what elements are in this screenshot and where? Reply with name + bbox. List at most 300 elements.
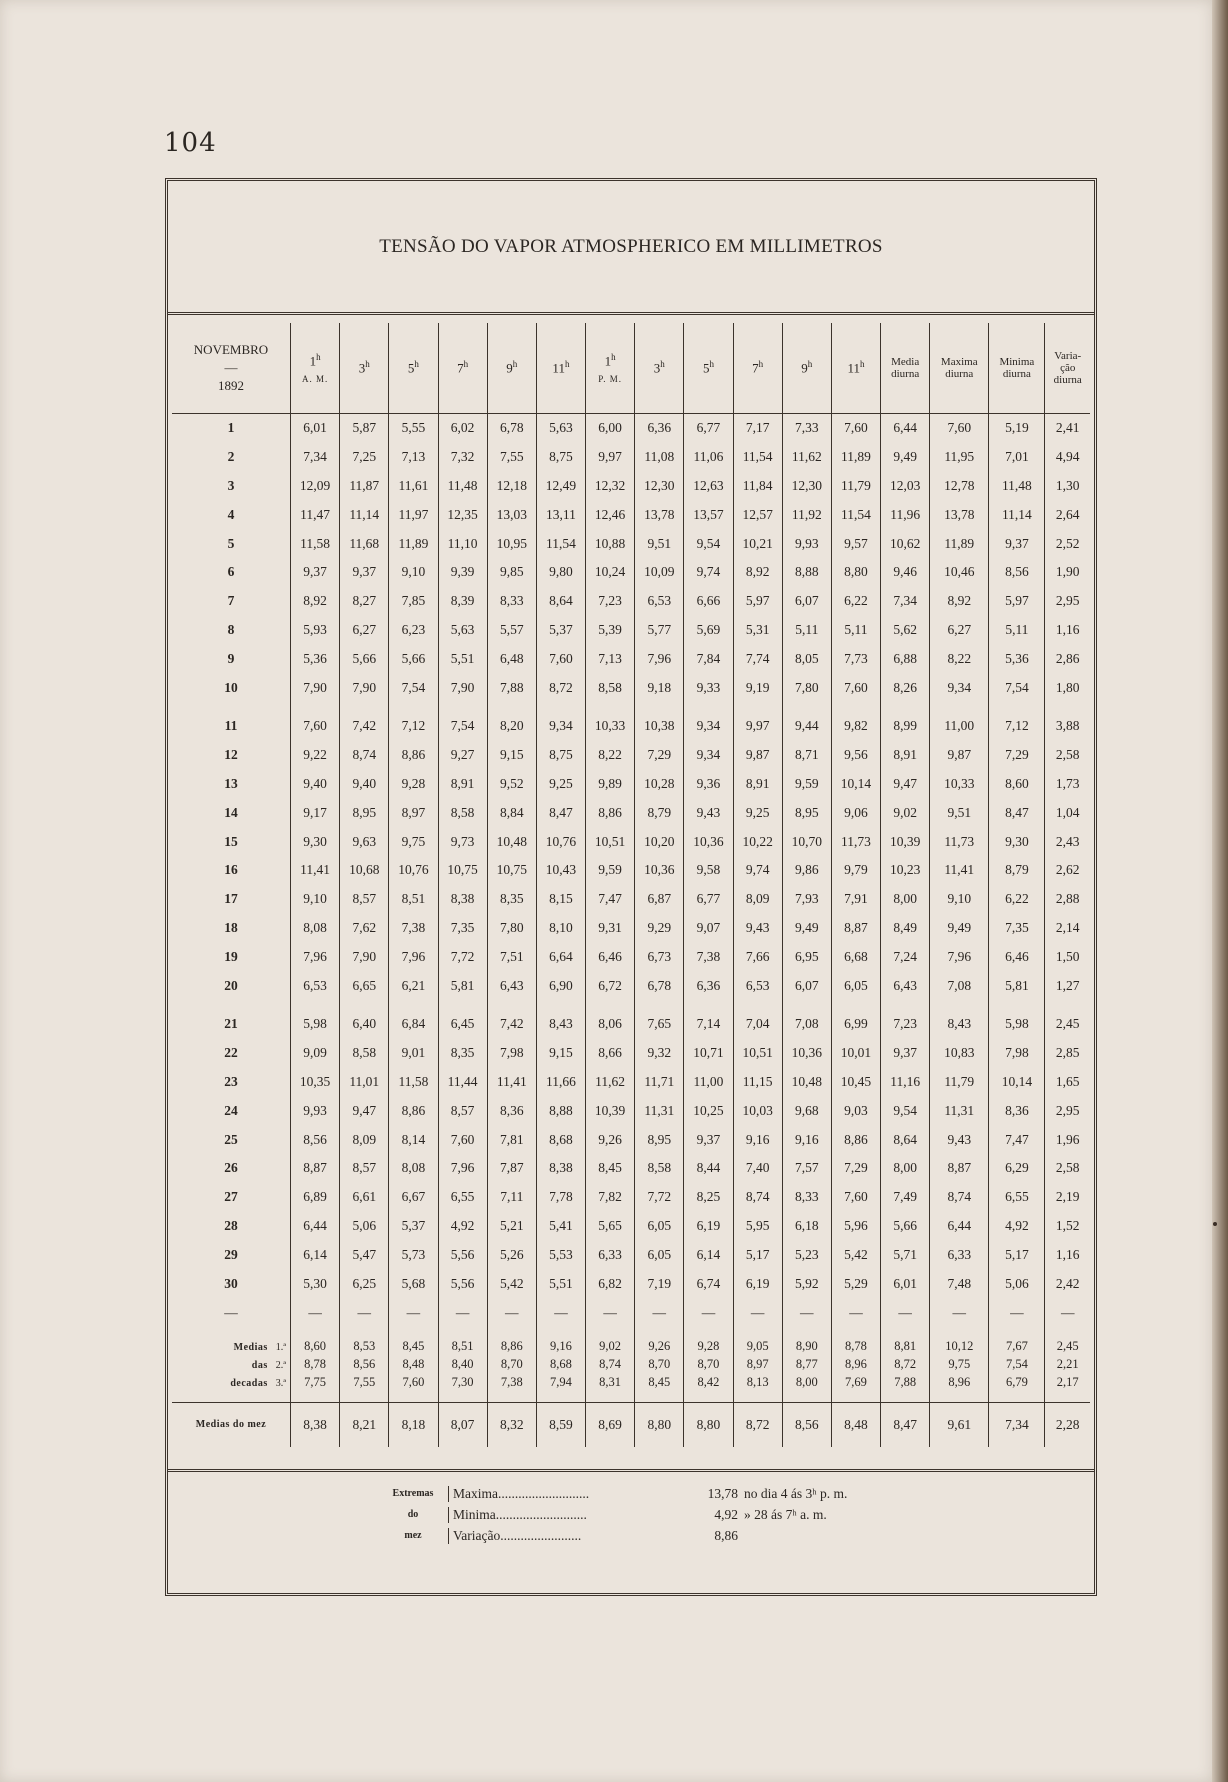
- value-cell: 6,14: [684, 1240, 733, 1269]
- value-cell: 7,40: [733, 1154, 782, 1183]
- value-cell: 7,04: [733, 1010, 782, 1039]
- value-cell: 6,77: [684, 414, 733, 443]
- value-cell: 7,29: [831, 1154, 880, 1183]
- table-row: [172, 558, 1090, 587]
- value-cell: 7,73: [831, 644, 880, 673]
- value-cell: 8,64: [881, 1125, 930, 1154]
- table-row: [172, 914, 1090, 943]
- value-cell: 9,02: [881, 798, 930, 827]
- value-cell: 8,68: [536, 1125, 585, 1154]
- value-cell: 6,21: [389, 971, 438, 1000]
- day-cell: 14: [224, 804, 238, 820]
- value-cell: 8,58: [438, 798, 487, 827]
- value-cell: 2,95: [1045, 587, 1090, 616]
- value-cell: 12,46: [586, 500, 635, 529]
- gap-cell: [989, 1392, 1045, 1403]
- value-cell: 7,60: [831, 1183, 880, 1212]
- decade-mean-label: [172, 1356, 291, 1374]
- value-cell: 12,09: [291, 472, 340, 501]
- dash-cell: —: [389, 1298, 438, 1328]
- value-cell: 5,21: [487, 1212, 536, 1241]
- value-cell: 5,81: [438, 971, 487, 1000]
- value-cell: 11,54: [831, 500, 880, 529]
- value-cell: 10,39: [586, 1096, 635, 1125]
- dash-cell: —: [989, 1298, 1045, 1328]
- value-cell: 7,29: [989, 741, 1045, 770]
- value-cell: 8,51: [389, 885, 438, 914]
- table-row: [172, 1240, 1090, 1269]
- value-cell: 5,06: [989, 1269, 1045, 1298]
- value-cell: 7,60: [930, 414, 989, 443]
- value-cell: 13,57: [684, 500, 733, 529]
- value-cell: 7,81: [487, 1125, 536, 1154]
- value-cell: 8,79: [989, 856, 1045, 885]
- gap-cell: [536, 1000, 585, 1010]
- gap-cell: [782, 1000, 831, 1010]
- value-cell: 6,33: [930, 1240, 989, 1269]
- value-cell: 11,06: [684, 443, 733, 472]
- value-cell: 8,56: [291, 1125, 340, 1154]
- value-cell: 8,99: [881, 712, 930, 741]
- day-cell: 8: [227, 621, 235, 637]
- value-cell: 8,43: [930, 1010, 989, 1039]
- value-cell: 2,58: [1045, 1154, 1090, 1183]
- value-cell: 9,54: [881, 1096, 930, 1125]
- decade-mean-value: 8,86: [487, 1328, 536, 1356]
- value-cell: 5,66: [340, 644, 389, 673]
- value-cell: 8,33: [487, 587, 536, 616]
- gap-cell: [989, 1000, 1045, 1010]
- decade-mean-value: 8,45: [635, 1374, 684, 1392]
- day-cell: 7: [227, 593, 235, 609]
- value-cell: 11,08: [635, 443, 684, 472]
- table-row: [172, 1154, 1090, 1183]
- gap-cell: [291, 702, 340, 712]
- value-cell: 9,31: [586, 914, 635, 943]
- value-cell: 10,76: [389, 856, 438, 885]
- hour-label: 3: [653, 360, 661, 376]
- value-cell: 6,07: [782, 587, 831, 616]
- month-mean-value: 8,32: [487, 1402, 536, 1447]
- value-cell: 11,41: [930, 856, 989, 885]
- value-cell: 11,00: [930, 712, 989, 741]
- hour-column-header: [586, 323, 635, 414]
- value-cell: 9,25: [733, 798, 782, 827]
- value-cell: 9,10: [291, 885, 340, 914]
- value-cell: 5,39: [586, 616, 635, 645]
- value-cell: 1,90: [1045, 558, 1090, 587]
- value-cell: 5,66: [881, 1212, 930, 1241]
- value-cell: 6,99: [831, 1010, 880, 1039]
- value-cell: 9,28: [389, 770, 438, 799]
- value-cell: 10,36: [635, 856, 684, 885]
- value-cell: 6,44: [291, 1212, 340, 1241]
- value-cell: 11,84: [733, 472, 782, 501]
- value-cell: 7,11: [487, 1183, 536, 1212]
- value-cell: 6,53: [733, 971, 782, 1000]
- value-cell: 11,87: [340, 472, 389, 501]
- value-cell: 11,54: [536, 529, 585, 558]
- value-cell: 11,95: [930, 443, 989, 472]
- value-cell: 11,89: [389, 529, 438, 558]
- dash-cell: —: [1045, 1298, 1090, 1328]
- value-cell: 5,98: [291, 1010, 340, 1039]
- value-cell: 5,42: [831, 1240, 880, 1269]
- value-cell: 10,95: [487, 529, 536, 558]
- value-cell: 5,36: [989, 644, 1045, 673]
- value-cell: 1,73: [1045, 770, 1090, 799]
- gap-cell: [930, 1392, 989, 1403]
- value-cell: 7,48: [930, 1269, 989, 1298]
- day-cell: 15: [224, 833, 238, 849]
- value-cell: 9,52: [487, 770, 536, 799]
- value-cell: 2,14: [1045, 914, 1090, 943]
- day-cell: 20: [224, 977, 238, 993]
- hour-column-header: [733, 323, 782, 414]
- value-cell: 8,58: [586, 673, 635, 702]
- decade-mean-value: 8,90: [782, 1328, 831, 1356]
- value-cell: 2,43: [1045, 827, 1090, 856]
- decade-mean-value: 7,69: [831, 1374, 880, 1392]
- table-row: [172, 971, 1090, 1000]
- value-cell: 6,88: [881, 644, 930, 673]
- hour-label: 1: [604, 353, 612, 369]
- value-cell: 8,58: [340, 1039, 389, 1068]
- value-cell: 6,02: [438, 414, 487, 443]
- value-cell: 12,78: [930, 472, 989, 501]
- am-label: A. M.: [301, 373, 329, 384]
- day-cell: 28: [224, 1217, 238, 1233]
- value-cell: 5,56: [438, 1269, 487, 1298]
- gap-cell: [340, 702, 389, 712]
- value-cell: 8,09: [340, 1125, 389, 1154]
- value-cell: 6,25: [340, 1269, 389, 1298]
- value-cell: 9,34: [684, 712, 733, 741]
- value-cell: 9,29: [635, 914, 684, 943]
- table-row: [172, 1010, 1090, 1039]
- value-cell: 8,95: [340, 798, 389, 827]
- value-cell: 5,56: [438, 1240, 487, 1269]
- value-cell: 6,45: [438, 1010, 487, 1039]
- value-cell: 9,47: [340, 1096, 389, 1125]
- value-cell: 8,58: [635, 1154, 684, 1183]
- value-cell: 9,59: [586, 856, 635, 885]
- hour-suffix: h: [564, 359, 570, 370]
- value-cell: 8,57: [340, 1154, 389, 1183]
- day-cell: 22: [224, 1045, 238, 1061]
- decade-mean-value: 9,02: [586, 1328, 635, 1356]
- value-cell: 5,97: [989, 587, 1045, 616]
- value-cell: 8,91: [438, 770, 487, 799]
- dash-cell: —: [635, 1298, 684, 1328]
- extreme-value: 8,86: [714, 1527, 738, 1543]
- value-cell: 10,38: [635, 712, 684, 741]
- hour-label: 1: [309, 353, 317, 369]
- table-row: [172, 1039, 1090, 1068]
- value-cell: 10,01: [831, 1039, 880, 1068]
- extreme-name: Variação........................: [448, 1528, 688, 1544]
- value-cell: 9,49: [881, 443, 930, 472]
- value-cell: 9,97: [733, 712, 782, 741]
- value-cell: 11,79: [831, 472, 880, 501]
- decade-mean-value: 8,42: [684, 1374, 733, 1392]
- value-cell: 12,35: [438, 500, 487, 529]
- hour-suffix: h: [859, 359, 865, 370]
- value-cell: 8,74: [930, 1183, 989, 1212]
- value-cell: 8,57: [438, 1096, 487, 1125]
- gap-cell: [438, 702, 487, 712]
- value-cell: 8,35: [487, 885, 536, 914]
- value-cell: 2,85: [1045, 1039, 1090, 1068]
- value-cell: 8,10: [536, 914, 585, 943]
- value-cell: 6,66: [684, 587, 733, 616]
- value-cell: 8,74: [733, 1183, 782, 1212]
- value-cell: 9,51: [930, 798, 989, 827]
- value-cell: 7,13: [389, 443, 438, 472]
- gap-cell: [635, 702, 684, 712]
- value-cell: 9,16: [782, 1125, 831, 1154]
- value-cell: 2,58: [1045, 741, 1090, 770]
- gap-cell: [1045, 702, 1090, 712]
- month-mean-value: 7,34: [989, 1402, 1045, 1447]
- value-cell: 7,23: [586, 587, 635, 616]
- gap-cell: [930, 702, 989, 712]
- value-cell: 6,89: [291, 1183, 340, 1212]
- value-cell: 6,07: [782, 971, 831, 1000]
- value-cell: 10,33: [586, 712, 635, 741]
- value-cell: 8,15: [536, 885, 585, 914]
- value-cell: 5,51: [536, 1269, 585, 1298]
- value-cell: 7,96: [389, 942, 438, 971]
- value-cell: 7,93: [782, 885, 831, 914]
- month-mean-value: 8,47: [881, 1402, 930, 1447]
- value-cell: 7,49: [881, 1183, 930, 1212]
- value-cell: 5,57: [487, 616, 536, 645]
- gap-cell: [881, 702, 930, 712]
- value-cell: 7,96: [291, 942, 340, 971]
- value-cell: 11,89: [930, 529, 989, 558]
- value-cell: 7,90: [340, 673, 389, 702]
- value-cell: 10,23: [881, 856, 930, 885]
- value-cell: 1,16: [1045, 1240, 1090, 1269]
- variation-header-text: Varia- ção diurna: [1053, 350, 1082, 386]
- decade-mean-value: 8,97: [733, 1356, 782, 1374]
- value-cell: 6,40: [340, 1010, 389, 1039]
- value-cell: 2,95: [1045, 1096, 1090, 1125]
- decade-mean-value: 7,55: [340, 1374, 389, 1392]
- value-cell: 11,89: [831, 443, 880, 472]
- table-row: [172, 472, 1090, 501]
- decade-mean-value: 8,70: [635, 1356, 684, 1374]
- value-cell: 5,30: [291, 1269, 340, 1298]
- gap-cell: [172, 702, 291, 712]
- value-cell: 10,03: [733, 1096, 782, 1125]
- value-cell: 8,47: [989, 798, 1045, 827]
- hour-label: 7: [457, 360, 464, 376]
- decade-mean-value: 8,77: [782, 1356, 831, 1374]
- value-cell: 6,55: [438, 1183, 487, 1212]
- value-cell: 6,44: [881, 414, 930, 443]
- decade-mean-value: 8,74: [586, 1356, 635, 1374]
- value-cell: 7,90: [340, 942, 389, 971]
- value-cell: 10,48: [487, 827, 536, 856]
- value-cell: 9,01: [389, 1039, 438, 1068]
- value-cell: 7,24: [881, 942, 930, 971]
- value-cell: 1,52: [1045, 1212, 1090, 1241]
- gap-cell: [930, 1000, 989, 1010]
- decade-mean-value: 9,16: [536, 1328, 585, 1356]
- decade-label-word: das: [251, 1360, 268, 1372]
- value-cell: 8,66: [586, 1039, 635, 1068]
- value-cell: 10,68: [340, 856, 389, 885]
- gap-cell: [782, 702, 831, 712]
- value-cell: 8,80: [831, 558, 880, 587]
- value-cell: 11,41: [291, 856, 340, 885]
- value-cell: 9,19: [733, 673, 782, 702]
- page-number: 104: [164, 128, 217, 158]
- value-cell: 9,09: [291, 1039, 340, 1068]
- value-cell: 6,61: [340, 1183, 389, 1212]
- value-cell: 9,25: [536, 770, 585, 799]
- day-cell: 30: [224, 1275, 238, 1291]
- value-cell: 5,37: [536, 616, 585, 645]
- decade-mean-value: 2,45: [1045, 1328, 1090, 1356]
- value-cell: 7,96: [930, 942, 989, 971]
- value-cell: 6,90: [536, 971, 585, 1000]
- value-cell: 6,22: [989, 885, 1045, 914]
- extremes-block: [378, 1483, 847, 1546]
- table-title: TENSÃO DO VAPOR ATMOSPHERICO EM MILLIMETROS: [379, 236, 883, 257]
- value-cell: 8,60: [989, 770, 1045, 799]
- extremes-row: [378, 1525, 847, 1546]
- gap-cell: [487, 1392, 536, 1403]
- value-cell: 2,62: [1045, 856, 1090, 885]
- value-cell: 9,87: [930, 741, 989, 770]
- value-cell: 9,46: [881, 558, 930, 587]
- decade-mean-value: 8,70: [487, 1356, 536, 1374]
- day-cell: 1: [227, 420, 235, 436]
- value-cell: 6,43: [487, 971, 536, 1000]
- value-cell: 6,33: [586, 1240, 635, 1269]
- value-cell: 5,11: [989, 616, 1045, 645]
- decade-ordinal: 3.ª: [275, 1378, 286, 1390]
- value-cell: 8,20: [487, 712, 536, 741]
- gap-cell: [340, 1392, 389, 1403]
- value-cell: 8,92: [291, 587, 340, 616]
- value-cell: 7,47: [989, 1125, 1045, 1154]
- hour-column-header: [831, 323, 880, 414]
- value-cell: 9,34: [684, 741, 733, 770]
- value-cell: 11,79: [930, 1068, 989, 1097]
- value-cell: 5,97: [733, 587, 782, 616]
- value-cell: 7,88: [487, 673, 536, 702]
- value-cell: 1,50: [1045, 942, 1090, 971]
- hour-suffix: h: [807, 359, 813, 370]
- gap-cell: [831, 1000, 880, 1010]
- gap-cell: [536, 702, 585, 712]
- value-cell: 10,46: [930, 558, 989, 587]
- value-cell: 9,85: [487, 558, 536, 587]
- value-cell: 5,65: [586, 1212, 635, 1241]
- hour-column-header: [340, 323, 389, 414]
- value-cell: 2,64: [1045, 500, 1090, 529]
- decade-mean-value: 8,60: [291, 1328, 340, 1356]
- value-cell: 11,58: [389, 1068, 438, 1097]
- value-cell: 9,87: [733, 741, 782, 770]
- value-cell: 7,60: [831, 414, 880, 443]
- value-cell: 7,74: [733, 644, 782, 673]
- value-cell: 8,87: [291, 1154, 340, 1183]
- hour-suffix: h: [660, 359, 665, 370]
- value-cell: 7,84: [684, 644, 733, 673]
- value-cell: 9,15: [487, 741, 536, 770]
- value-cell: 8,00: [881, 885, 930, 914]
- value-cell: 9,37: [340, 558, 389, 587]
- day-cell: 9: [227, 650, 235, 666]
- value-cell: 11,41: [487, 1068, 536, 1097]
- min-header: [989, 323, 1045, 414]
- value-cell: 8,09: [733, 885, 782, 914]
- value-cell: 7,98: [989, 1039, 1045, 1068]
- value-cell: 10,14: [989, 1068, 1045, 1097]
- decade-mean-value: 2,17: [1045, 1374, 1090, 1392]
- value-cell: 8,38: [438, 885, 487, 914]
- value-cell: 5,68: [389, 1269, 438, 1298]
- decade-mean-value: 9,26: [635, 1328, 684, 1356]
- value-cell: 7,96: [438, 1154, 487, 1183]
- value-cell: 5,87: [340, 414, 389, 443]
- value-cell: 8,75: [536, 443, 585, 472]
- value-cell: 10,33: [930, 770, 989, 799]
- value-cell: 7,60: [831, 673, 880, 702]
- day-cell: 27: [224, 1189, 238, 1205]
- value-cell: 13,78: [930, 500, 989, 529]
- decade-gap: [172, 1000, 1090, 1010]
- gap-cell: [1045, 1000, 1090, 1010]
- value-cell: 9,18: [635, 673, 684, 702]
- month-mean-value: 8,72: [733, 1402, 782, 1447]
- value-cell: 10,62: [881, 529, 930, 558]
- value-cell: 6,19: [733, 1269, 782, 1298]
- value-cell: 12,30: [635, 472, 684, 501]
- gap-cell: [1045, 1392, 1090, 1403]
- extreme-name: Minima...........................: [448, 1507, 688, 1523]
- value-cell: 6,74: [684, 1269, 733, 1298]
- gap-cell: [881, 1000, 930, 1010]
- value-cell: 8,88: [782, 558, 831, 587]
- value-cell: 8,87: [831, 914, 880, 943]
- value-cell: 2,88: [1045, 885, 1090, 914]
- value-cell: 10,35: [291, 1068, 340, 1097]
- table-row: [172, 1125, 1090, 1154]
- value-cell: 9,80: [536, 558, 585, 587]
- value-cell: 8,86: [389, 1096, 438, 1125]
- value-cell: 6,87: [635, 885, 684, 914]
- value-cell: 9,49: [782, 914, 831, 943]
- value-cell: 9,17: [291, 798, 340, 827]
- value-cell: 9,36: [684, 770, 733, 799]
- value-cell: 7,90: [291, 673, 340, 702]
- value-cell: 5,71: [881, 1240, 930, 1269]
- value-cell: 9,22: [291, 741, 340, 770]
- value-cell: 9,93: [782, 529, 831, 558]
- dash-cell: —: [782, 1298, 831, 1328]
- decade-mean-value: 9,28: [684, 1328, 733, 1356]
- table-row: [172, 770, 1090, 799]
- value-cell: 9,30: [291, 827, 340, 856]
- value-cell: 6,82: [586, 1269, 635, 1298]
- value-cell: 10,21: [733, 529, 782, 558]
